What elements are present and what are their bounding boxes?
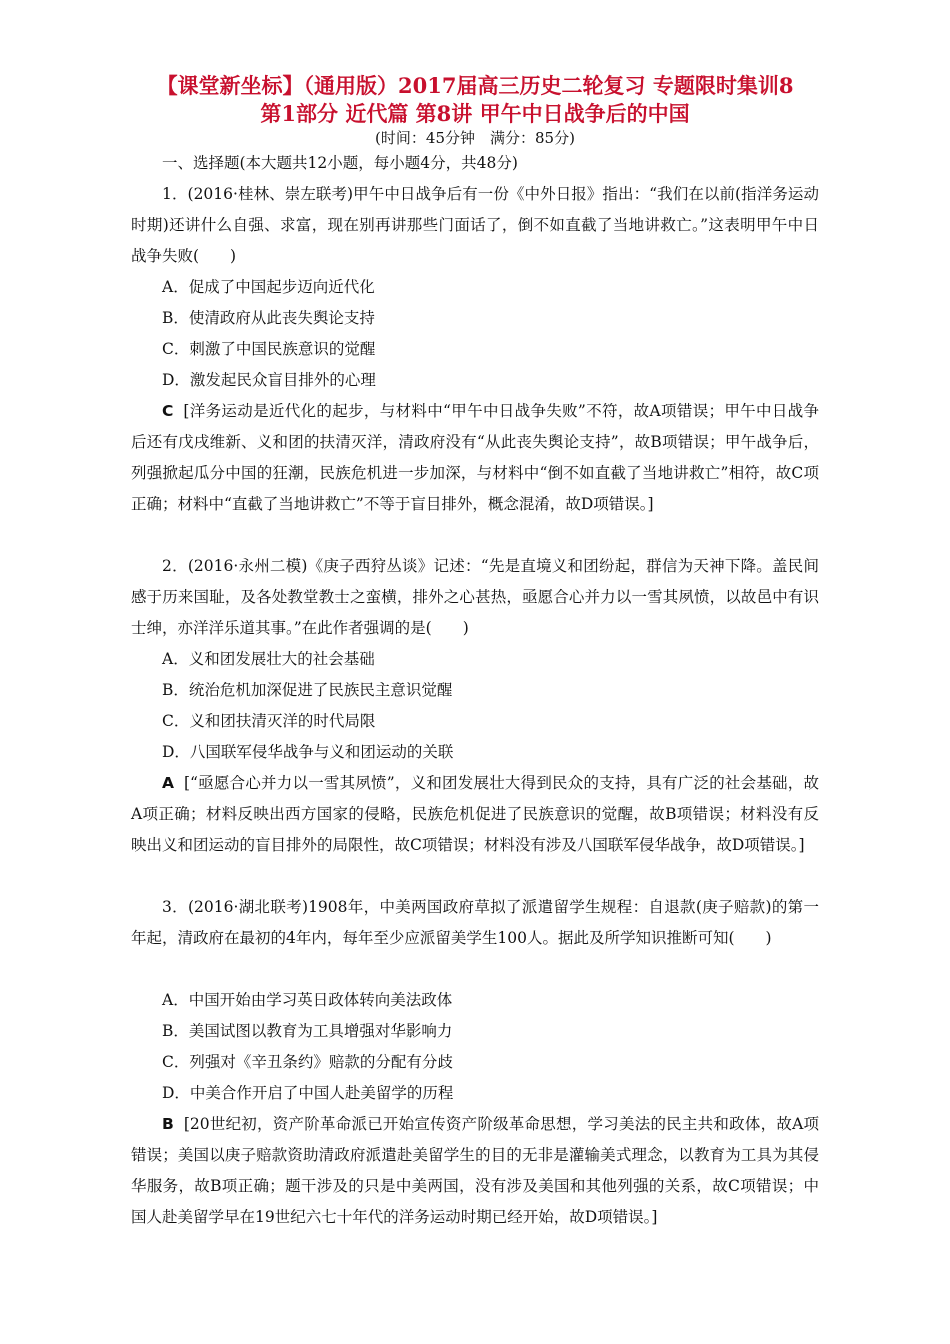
exam-meta: (时间：45分钟 满分：85分): [375, 129, 575, 147]
question-3-option-b: B．美国试图以教育为工具增强对华影响力: [162, 1022, 453, 1040]
question-3-option-c: C．列强对《辛丑条约》赔款的分配有分歧: [162, 1053, 453, 1071]
question-1-stem: 1．(2016·桂林、崇左联考)甲午中日战争后有一份《中外日报》指出：“我们在以前(指洋务运动时期)还讲什么自强、求富，现在别再讲那些门面话了，倒不如直截了当地讲救亡。”这表明甲午中日战争失败( ): [131, 185, 819, 265]
question-2-option-d: D．八国联军侵华战争与义和团运动的关联: [162, 743, 454, 761]
document-title-line2: 第1部分 近代篇 第8讲 甲午中日战争后的中国: [260, 101, 690, 126]
question-2-answer-letter: A: [162, 774, 174, 792]
question-3-stem: 3．(2016·湖北联考)1908年，中美两国政府草拟了派遣留学生规程：自退款(庚子赔款)的第一年起，清政府在最初的4年内，每年至少应派留美学生100人。据此及所学知识推断可知( ): [131, 898, 819, 947]
question-3-answer: [131, 1109, 819, 1233]
question-2-option-a: A．义和团发展壮大的社会基础: [162, 650, 375, 668]
document-title-line1: 【课堂新坐标】（通用版）2017届高三历史二轮复习 专题限时集训8: [156, 73, 794, 98]
question-3-option-a: A．中国开始由学习英日政体转向美法政体: [162, 991, 453, 1009]
question-3-option-d: D．中美合作开启了中国人赴美留学的历程: [162, 1084, 454, 1102]
question-2-option-b: B．统治危机加深促进了民族民主意识觉醒: [162, 681, 453, 699]
question-2-answer: [131, 768, 819, 861]
question-1-explanation: [洋务运动是近代化的起步，与材料中“甲午中日战争失败”不符，故A项错误；甲午中日战争后还有戊戌维新、义和团的扶清灭洋，清政府没有“从此丧失舆论支持”，故B项错误；甲午战争后，列强掀起瓜分中国的狂潮，民族危机进一步加深，与材料中“倒不如直截了当地讲救亡”相符，故C项正确；材料中“直截了当地讲救亡”不等于盲目排外，概念混淆，故D项错误。]: [131, 402, 819, 513]
question-1-option-a: A．促成了中国起步迈向近代化: [162, 278, 375, 296]
question-1-option-b: B．使清政府从此丧失舆论支持: [162, 309, 375, 327]
question-2-explanation: [“亟愿合心并力以一雪其夙愤”，义和团发展壮大得到民众的支持，具有广泛的社会基础，故A项正确；材料反映出西方国家的侵略，民族危机促进了民族意识的觉醒，故B项错误；材料没有反映出义和团运动的盲目排外的局限性，故C项错误；材料没有涉及八国联军侵华战争，故D项错误。]: [131, 774, 819, 854]
question-1-option-d: D．激发起民众盲目排外的心理: [162, 371, 376, 389]
question-2-stem: 2．(2016·永州二模)《庚子西狩丛谈》记述：“先是直境义和团纷起，群信为天神下降。盖民间感于历来国耻，及各处教堂教士之蛮横，排外之心甚热，亟愿合心并力以一雪其夙愤，以故邑中有识士绅，亦洋洋乐道其事。”在此作者强调的是( ): [131, 557, 819, 637]
question-3-answer-letter: B: [162, 1115, 174, 1133]
question-3-explanation: [20世纪初，资产阶革命派已开始宣传资产阶级革命思想，学习美法的民主共和政体，故A项错误；美国以庚子赔款资助清政府派遣赴美留学生的目的无非是灌输美式理念，以教育为工具为其侵华服务，故B项正确；题干涉及的只是中美两国，没有涉及美国和其他列强的关系，故C项错误；中国人赴美留学早在19世纪六七十年代的洋务运动时期已经开始，故D项错误。]: [131, 1115, 819, 1226]
section-heading: 一、选择题(本大题共12小题，每小题4分，共48分): [162, 154, 518, 172]
question-1-answer: [131, 396, 819, 520]
question-2-option-c: C．义和团扶清灭洋的时代局限: [162, 712, 376, 730]
question-1-answer-letter: C: [162, 402, 174, 420]
question-1-option-c: C．刺激了中国民族意识的觉醒: [162, 340, 376, 358]
